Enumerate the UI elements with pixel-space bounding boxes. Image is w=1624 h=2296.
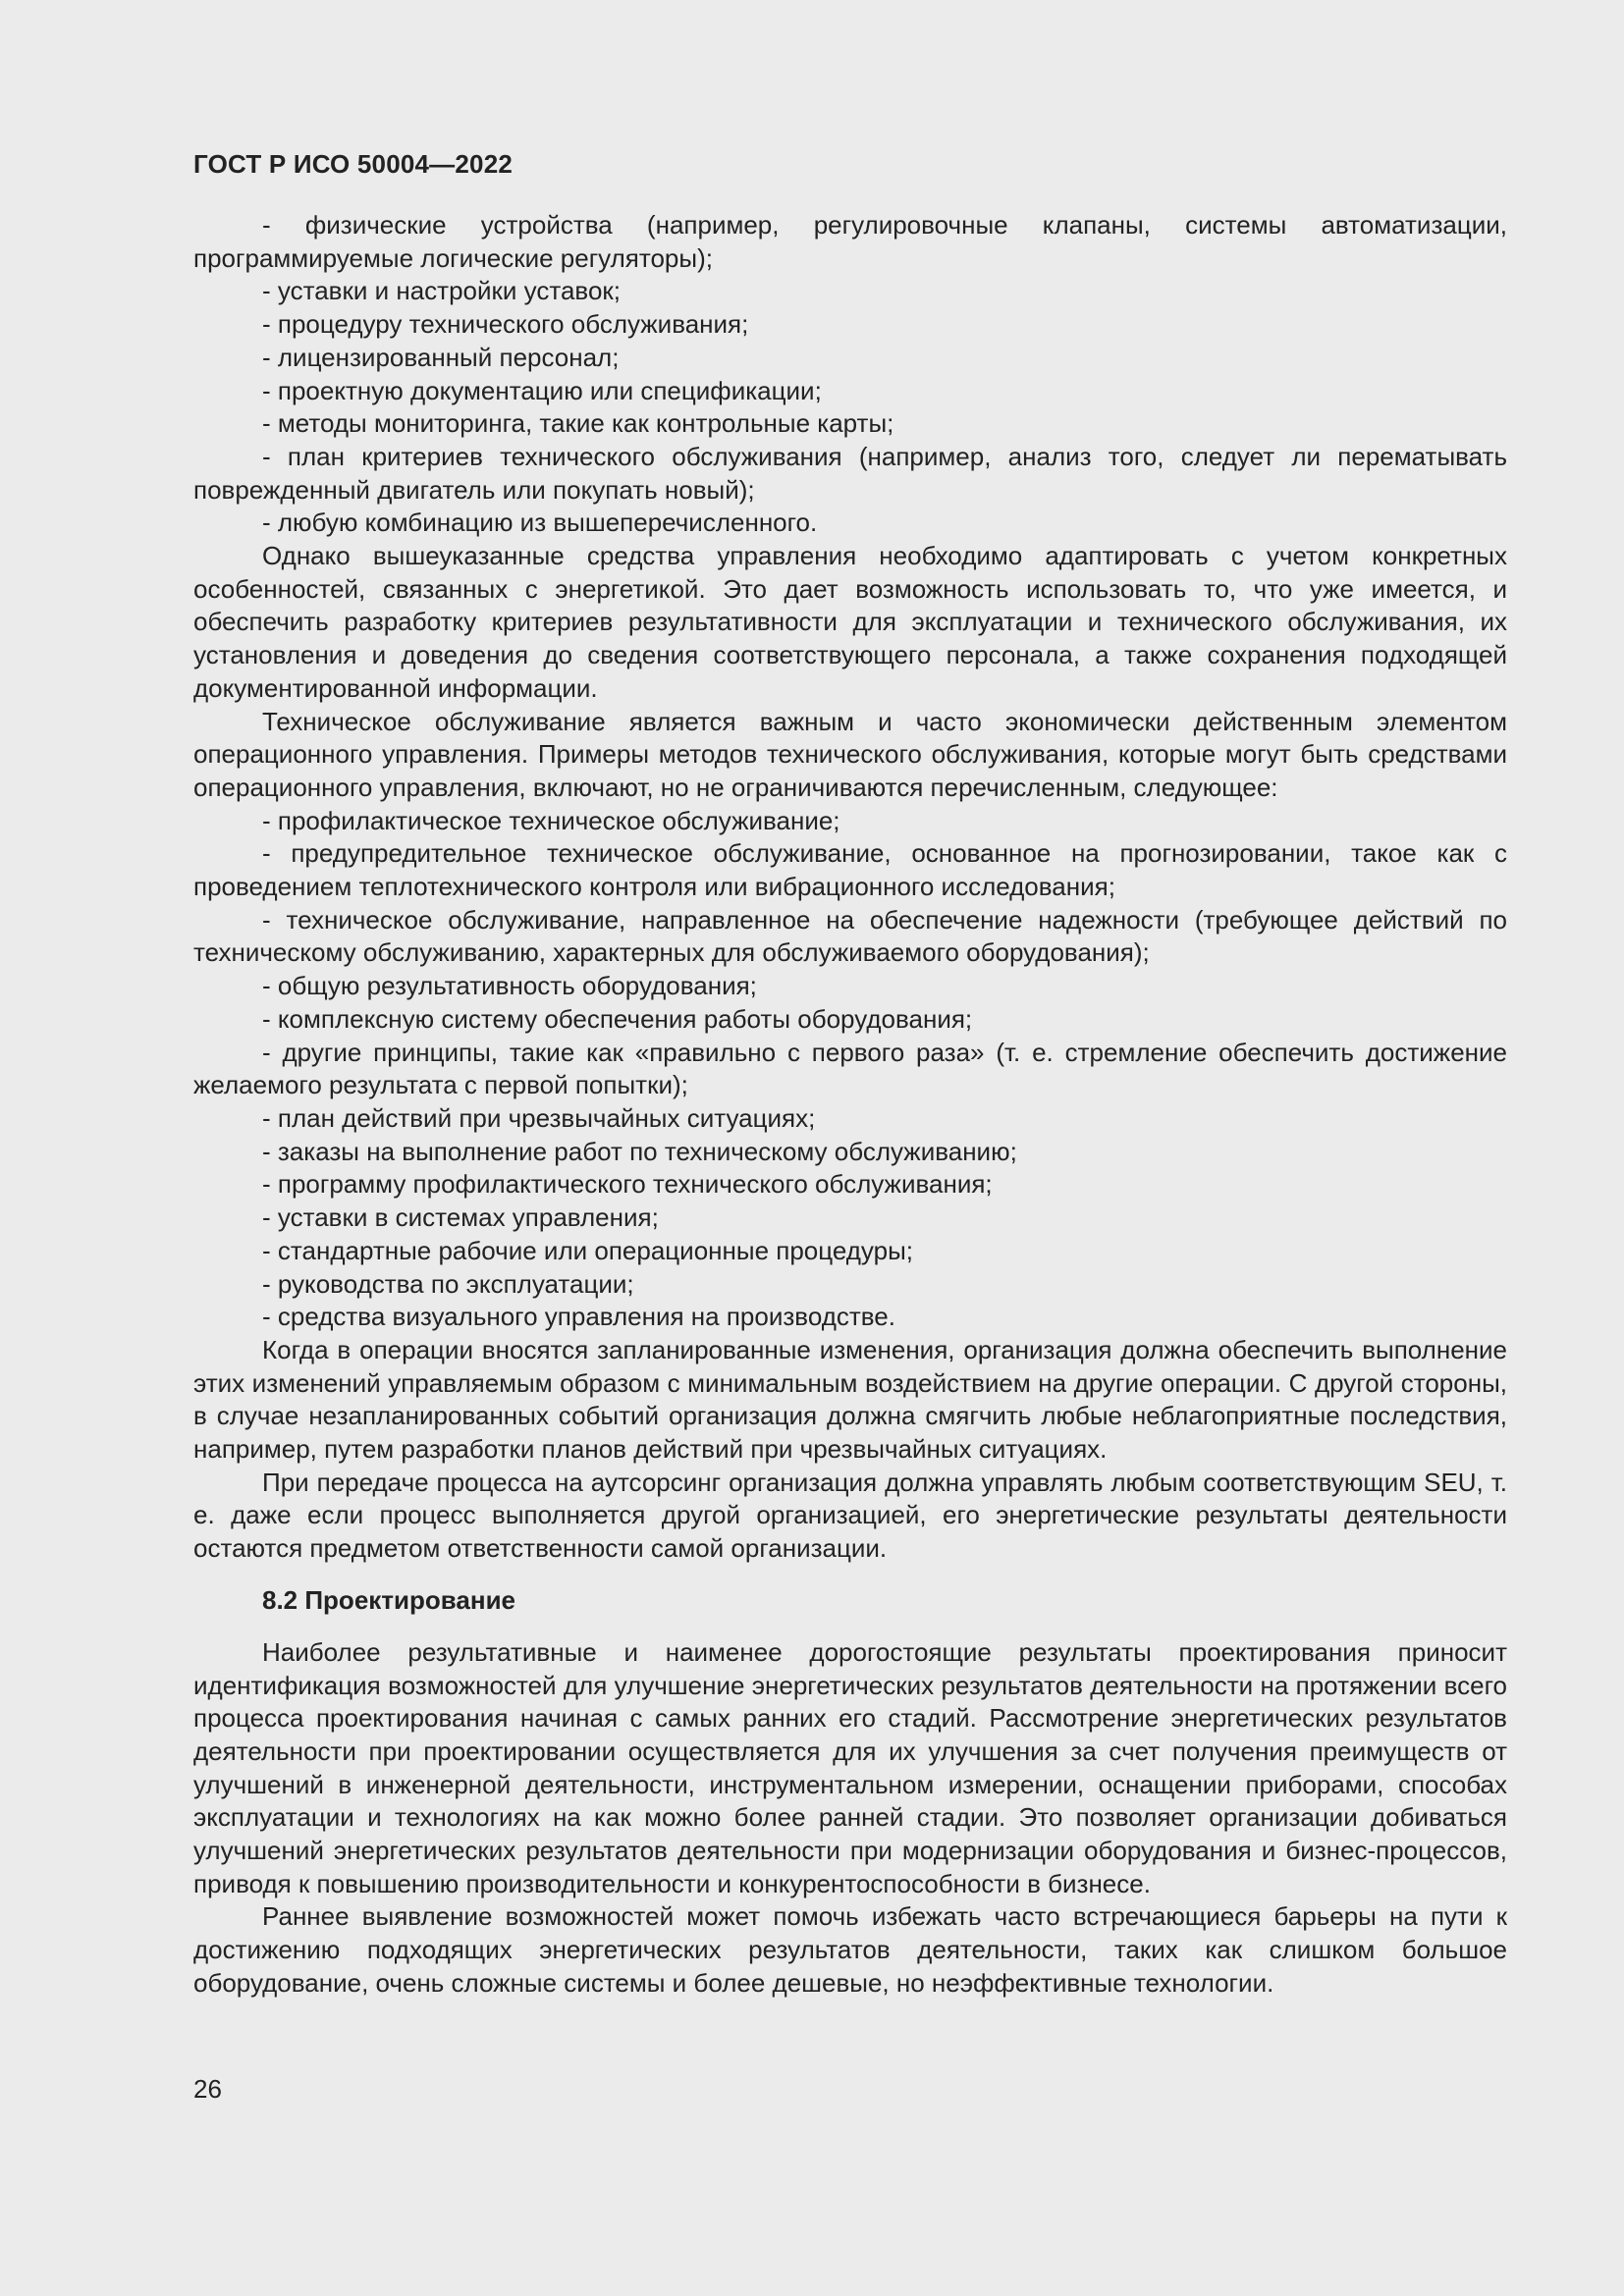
- body-paragraph: При передаче процесса на аутсорсинг организация должна управлять любым соответствующим SEU, т. е. даже если процесс выполняется другой организацией, его энергетические результаты деятельности остаются предметом ответственности самой организации.: [193, 1467, 1507, 1564]
- list-item: - методы мониторинга, такие как контрольные карты;: [262, 408, 894, 439]
- list-item: - техническое обслуживание, направленное на обеспечение надежности (требующее действий по техническому обслуживанию, характерных для обслуживаемого оборудования);: [193, 904, 1507, 968]
- list-item: - общую результативность оборудования;: [262, 971, 757, 1001]
- page-number: 26: [193, 2074, 222, 2104]
- list-item: - руководства по эксплуатации;: [262, 1268, 634, 1299]
- list-item: - другие принципы, такие как «правильно с первого раза» (т. е. стремление обеспечить достижение желаемого результата с первой попытки);: [193, 1037, 1507, 1100]
- list-item: - уставки и настройки уставок;: [262, 276, 622, 306]
- body-paragraph: Техническое обслуживание является важным и часто экономически действенным элементом операционного управления. Примеры методов технического обслуживания, которые могут быть средствами операционного управления, включают, но не ограничиваются перечисленным, следующее:: [193, 706, 1507, 802]
- list-item: - предупредительное техническое обслуживание, основанное на прогнозировании, такое как с проведением теплотехнического контроля или вибрационного исследования;: [193, 838, 1507, 902]
- list-item: - план действий при чрезвычайных ситуациях;: [262, 1102, 816, 1133]
- list-item: - физические устройства (например, регулировочные клапаны, системы автоматизации, программируемые логические регуляторы);: [193, 210, 1507, 273]
- list-item: - лицензированный персонал;: [262, 342, 620, 372]
- list-item: - средства визуального управления на производстве.: [262, 1302, 895, 1332]
- document-header: ГОСТ Р ИСО 50004—2022: [193, 149, 514, 179]
- body-paragraph: Однако вышеуказанные средства управления необходимо адаптировать с учетом конкретных особенностей, связанных с энергетикой. Это дает возможность использовать то, что уже имеется, и обеспечить разработку критериев результативности для эксплуатации и технического обслуживания, их установления и доведения до сведения соответствующего персонала, а также сохранения подходящей документированной информации.: [193, 541, 1507, 703]
- list-item: - проектную документацию или спецификации;: [262, 375, 822, 405]
- document-body: [193, 209, 1507, 2001]
- document-page: [193, 147, 1507, 2001]
- list-item: - процедуру технического обслуживания;: [262, 309, 749, 340]
- section-heading-8-2: 8.2 Проектирование: [262, 1584, 516, 1615]
- body-paragraph: Наиболее результативные и наименее дорогостоящие результаты проектирования приносит идентификация возможностей для улучшение энергетических результатов деятельности на протяжении всего процесса проектирования начиная с самых ранних его стадий. Рассмотрение энергетических результатов деятельности при проектировании осуществляется для их улучшения за счет получения преимуществ от улучшений в инженерной деятельности, инструментальном измерении, оснащении приборами, способах эксплуатации и технологиях на как можно более ранней стадии. Это позволяет организации добиваться улучшений энергетических результатов деятельности при модернизации оборудования и бизнес-процессов, приводя к повышению производительности и конкурентоспособности в бизнесе.: [193, 1636, 1507, 1898]
- list-item: - заказы на выполнение работ по техническому обслуживанию;: [262, 1136, 1017, 1166]
- list-item: - стандартные рабочие или операционные процедуры;: [262, 1235, 913, 1265]
- list-item: - профилактическое техническое обслуживание;: [262, 805, 840, 835]
- list-item: - план критериев технического обслуживания (например, анализ того, следует ли перематывать поврежденный двигатель или покупать новый);: [193, 441, 1507, 505]
- list-item: - уставки в системах управления;: [262, 1202, 659, 1233]
- body-paragraph: Когда в операции вносятся запланированные изменения, организация должна обеспечить выполнение этих изменений управляемым образом с минимальным воздействием на другие операции. С другой стороны, в случае незапланированных событий организация должна смягчить любые неблагоприятные последствия, например, путем разработки планов действий при чрезвычайных ситуациях.: [193, 1334, 1507, 1465]
- list-item: - комплексную систему обеспечения работы оборудования;: [262, 1003, 973, 1034]
- list-item: - любую комбинацию из вышеперечисленного.: [262, 507, 818, 538]
- body-paragraph: Раннее выявление возможностей может помочь избежать часто встречающиеся барьеры на пути к достижению подходящих энергетических результатов деятельности, таких как слишком большое оборудование, очень сложные системы и более дешевые, но неэффективные технологии.: [193, 1901, 1507, 1998]
- list-item: - программу профилактического технического обслуживания;: [262, 1169, 993, 1200]
